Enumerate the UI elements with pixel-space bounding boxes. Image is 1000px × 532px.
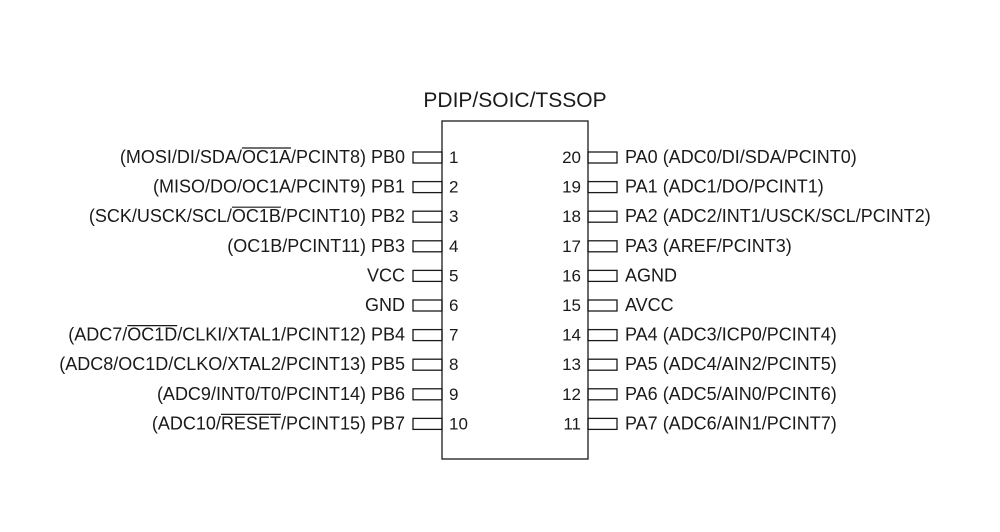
chip-body: [442, 121, 588, 459]
pin-number: 1: [449, 148, 459, 167]
pin-label: [365, 295, 405, 315]
pin-number: 19: [562, 177, 581, 197]
pin-lead: [413, 330, 442, 341]
pin-number: 11: [563, 414, 581, 434]
signal-text: (MOSI/DI/SDA/: [119, 147, 242, 167]
pin-lead: [588, 300, 617, 311]
pin-lead: [413, 241, 442, 252]
pin-label: [625, 236, 792, 256]
package-title: PDIP/SOIC/TSSOP: [423, 89, 607, 112]
overlined-signal: OC1A: [241, 147, 291, 167]
pin-lead: [413, 359, 442, 370]
signal-text: GND: [365, 295, 405, 315]
pin-number: 6: [449, 296, 459, 315]
pin-number: 8: [449, 355, 459, 375]
pins-layer: [59, 147, 931, 433]
pin-label: [227, 236, 405, 256]
signal-text: /CLKI/XTAL1/PCINT12) PB4: [177, 324, 405, 345]
pin-number: 17: [562, 236, 581, 256]
signal-text: (ADC9/INT0/T0/PCINT14) PB6: [156, 383, 405, 404]
pin-label: [625, 295, 674, 315]
pin-number: 2: [449, 177, 459, 197]
signal-text: PA6 (ADC5/AIN0/PCINT6): [625, 383, 837, 404]
signal-text: PA4 (ADC3/ICP0/PCINT4): [625, 324, 837, 345]
pin-lead: [588, 359, 617, 370]
pin-number: 4: [449, 236, 459, 256]
pin-label: [367, 265, 405, 285]
pin-lead: [588, 418, 617, 429]
overlined-signal: RESET: [220, 413, 281, 434]
pin-label: [625, 177, 824, 197]
pin-number: 3: [449, 207, 459, 227]
signal-text: (ADC10/: [151, 413, 221, 434]
pin-lead: [588, 241, 617, 252]
signal-text: (ADC7/: [68, 324, 128, 345]
signal-text: /PCINT8) PB0: [290, 147, 405, 167]
signal-text: (OC1B/PCINT11) PB3: [227, 235, 405, 256]
pin-label: [152, 413, 405, 433]
signal-text: PA7 (ADC6/AIN1/PCINT7): [625, 413, 837, 434]
pin-lead: [588, 330, 617, 341]
signal-text: (MISO/DO/OC1A/PCINT9) PB1: [152, 176, 405, 197]
signal-text: PA5 (ADC4/AIN2/PCINT5): [625, 354, 837, 375]
pin-lead: [413, 270, 442, 281]
pin-lead: [413, 418, 442, 429]
overlined-signal: OC1D: [127, 324, 178, 345]
signal-text: VCC: [366, 265, 405, 286]
pin-number: 10: [449, 414, 468, 434]
pin-label: [120, 147, 405, 167]
pin-label: [625, 325, 837, 345]
pin-lead: [413, 211, 442, 222]
pin-lead: [588, 152, 617, 163]
pin-label: [59, 354, 405, 374]
signal-text: (ADC8/OC1D/CLKO/XTAL2/PCINT13) PB5: [59, 354, 405, 375]
pin-label: [625, 265, 677, 285]
pin-number: 18: [562, 207, 581, 227]
pin-number: 9: [449, 384, 459, 404]
pin-number: 13: [562, 355, 581, 375]
pin-label: [89, 206, 405, 226]
signal-text: (SCK/USCK/SCL/: [88, 206, 232, 227]
signal-text: PA3 (AREF/PCINT3): [625, 235, 792, 256]
pin-label: [153, 177, 405, 197]
pin-number: 12: [562, 384, 581, 404]
pin-label: [625, 354, 837, 374]
signal-text: AGND: [625, 265, 678, 286]
pin-lead: [588, 389, 617, 400]
pin-number: 7: [449, 325, 459, 345]
signal-text: PA0 (ADC0/DI/SDA/PCINT0): [625, 147, 857, 167]
pin-lead: [588, 270, 617, 281]
pin-label: [625, 384, 837, 404]
pin-label: [625, 413, 837, 433]
pin-label: [625, 206, 931, 226]
pin-lead: [588, 211, 617, 222]
pin-number: 16: [562, 266, 581, 286]
pin-lead: [413, 182, 442, 193]
pin-lead: [588, 182, 617, 193]
overlined-signal: OC1B: [231, 206, 281, 227]
signal-text: /PCINT10) PB2: [280, 206, 405, 227]
pin-number: 20: [562, 148, 581, 167]
pin-lead: [413, 152, 442, 163]
signal-text: PA2 (ADC2/INT1/USCK/SCL/PCINT2): [625, 206, 931, 227]
pin-label: [625, 147, 857, 167]
pin-lead: [413, 389, 442, 400]
pin-number: 14: [562, 325, 581, 345]
signal-text: PA1 (ADC1/DO/PCINT1): [625, 176, 824, 197]
signal-text: /PCINT15) PB7: [280, 413, 405, 434]
pin-lead: [413, 300, 442, 311]
pin-label: [68, 325, 405, 345]
pin-number: 5: [449, 266, 459, 286]
pin-label: [157, 384, 405, 404]
signal-text: AVCC: [625, 295, 674, 315]
pin-number: 15: [562, 296, 581, 315]
